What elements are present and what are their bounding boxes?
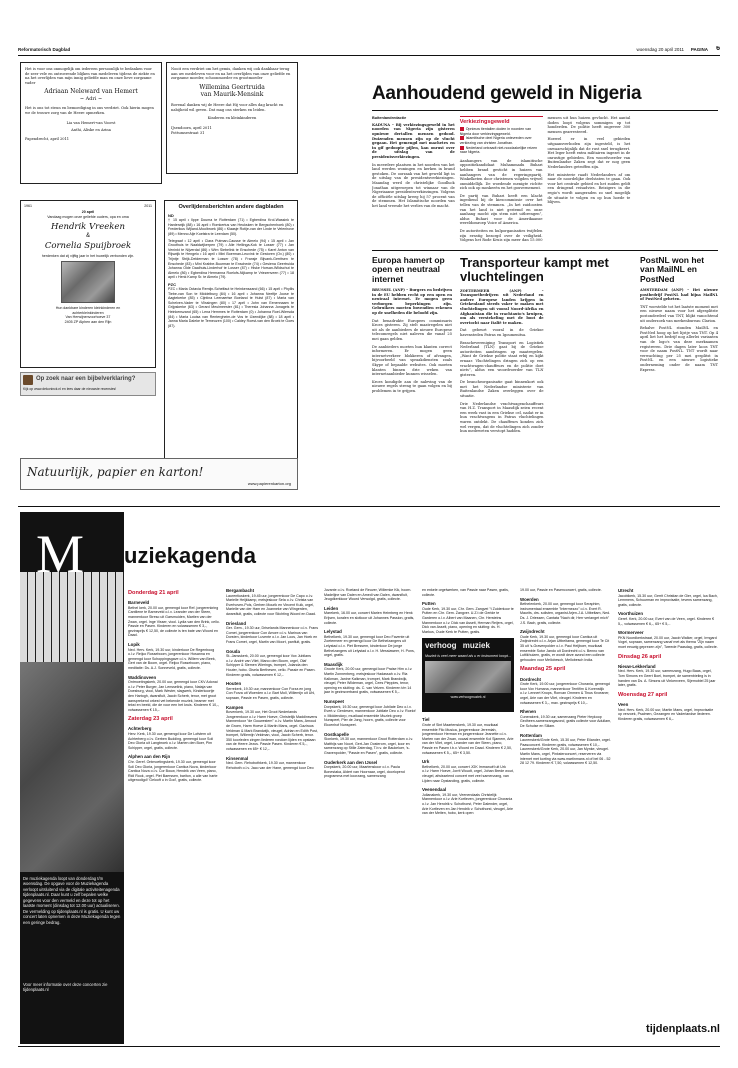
agenda-entry (128, 754, 220, 783)
memorial-notice-1 (20, 62, 162, 184)
europa-headline: Europa hamert op open en neutraal internet (372, 256, 445, 284)
memorial-2-body: Nooit een verdriet om het gemis, danken wij ook dankbaar terug aan uw medeleven voor en na het overlijden van onze geliefde en zorgzame moeder, schoonmoeder en grootmoeder (171, 67, 291, 81)
anniversary-name-1: Hendrik Vreeken (51, 222, 125, 233)
agenda-entry-place: Kinsenmal (226, 755, 249, 761)
agenda-entry-text: Ger. Gem., 19.30 uur, Driselands Mannenkoor o.l.v. Frans Comet, jongerenkoor Con Amore o.l.v. Marinus van Dorsten, kinderkoor Luvente o.l.v. Jan Loos, Jan Hoek en Frans Comet, orgel, Martin van Moort, panfluit, gratis. (226, 626, 318, 644)
agenda-entry (618, 611, 718, 626)
agenda-entry-text: Serrekerk, 19.30 uur, mannenkoor Con Forza en jong Con Forza uit Woerden o.l.v. Bart Moll, Willemijn uit Uhl, sopraan, Passie en Pasen, gratis, collecte. (226, 686, 316, 700)
agenda-entry (520, 597, 612, 626)
transport-paragraph: Drie Nederlandse vrachtwagenchauffeurs van H.Z. Transport in Maasdijk zeien recent een week vast in een Griekse cel, nadat er in hun vrachtwagens in Patras vluchtelingen waren ontdekt. De chauffeurs konden zich wel vergen, dat de vluchtelingen zich zonder hun medeweten verstopt hadden. (460, 401, 544, 434)
memorial-1-body: Het is voor ons onmogelijk om iedereen persoonlijk te bedanken voor de zeer vele en ontroerende blijken van medeleven tijdens de ziekte en na het overlijden van mijn innig geliefde man en onze lieve zorgzame vader (25, 67, 155, 85)
paper-name: Reformatorisch Dagblad (18, 47, 71, 52)
agenda-entry-text: Bethel kerk, 20.00 uur, gemengd koor Ref. jongerenkring Cantilene te Barneveld o.l.v. Leander van der Steen, mannenkoor Streso uit Garsmuiden, Martien van der Zwan, orgel. Inge Visser, viool. Lydia van den Brink, cello. Passie en Pasen. Kinderen en volwassenen € 3,-, gezinsprijs € 12,50, de collecte is ten bate van Woord en Daad. (128, 605, 220, 638)
anniversary-year-left: 1961 (24, 204, 32, 208)
nigeria-sidebar-item: Opnieuw tientallen doden in noorden van Nigeria door verkiezingsgeweld. (459, 127, 532, 136)
agenda-footer-site: tijdenplaats.nl (646, 1023, 720, 1035)
page-date: woensdag 20 april 2011 (636, 47, 684, 52)
bijbel-ad-title: Op zoek naar een bijbelverklaring? (36, 376, 136, 383)
agenda-entry-place: Achterberg (128, 726, 152, 732)
agenda-columns (128, 588, 718, 1028)
agenda-entry-place: Barneveld (128, 600, 150, 606)
agenda-entry-place: Putten (422, 601, 436, 607)
agenda-entry-place: Maasdijk (324, 661, 343, 667)
verhoog-ad-image (425, 661, 511, 693)
anniversary-text: herdenken dat zij vijftig jaar in het huwelijk verbonden zijn. (41, 253, 135, 258)
agenda-entry (226, 588, 318, 617)
nigeria-byline: Buitenlandredactie (372, 116, 407, 120)
agenda-entry-text: en enkele orgelwerken, van Passie naar Pasen, gratis, collecte. (422, 588, 509, 597)
nigeria-headline: Aanhoudend geweld in Nigeria (372, 83, 642, 104)
agenda-entry-place: Leiden (324, 605, 339, 611)
agenda-entry (128, 600, 220, 638)
postnl-paragraph: TNT worstelde tot het laatste moment met een nieuwe naam voor het afgesplitste postonderdeel van TNT, blijkt vanochtend uit onderzoek van merkenbureau Clarion. (640, 304, 718, 323)
agenda-entry (324, 760, 416, 779)
papier-ad-slogan: Natuurlijk, papier en karton! (27, 465, 204, 479)
agenda-entry-text: Bethelkerk, 19.30 uur, gemengd koor Deo Favente uit Zoetermeer en gemengd koor De Bethelzangers uit Lelystad o.l.v. Piet Bressem, kinderkoor De jonge Bethelzangers uit Lelystad o.l.v. H. Messiaweer, H. Pons, orgel, gratis. (324, 634, 415, 658)
transport-paragraph: De brancheorganisatie gaat binnenkort ook met het Nederlandse ministerie van Buitenlandse Zaken overleggen over de situatie. (460, 380, 544, 399)
nigeria-sidebar (460, 116, 543, 155)
agenda-title-rest: uziekagenda (124, 543, 257, 568)
nigeria-paragraph: De autoriteiten en hulporganisaties twijfelen zijn ernstig bezorgd over de veiligheid. Volgens het Rode Kruis zijn meer dan 15.000 mensen uit hun huizen gevlucht. Het aantal doden loopt volgens sommigen op tot honderden. De politie heeft ongeveer 300 mensen gearresteerd. (459, 116, 631, 243)
agenda-entry (520, 629, 612, 662)
nigeria-headline-rule (372, 110, 718, 111)
agenda-entry-text: Sionkerk, 19.30 uur, mannenkoor Groot Rotterdam o.l.v. Matthijs van Noort, Gert-Jan Oosterom, orgel, koor en samenzang op Stille Zaterdag, T.b.v. de Baukeluer, 's-Gravenpolder, "Passie en Pasen", gratis, collecte. (324, 737, 414, 755)
memorial-2-name: Willemina Geertruida (199, 83, 265, 91)
nigeria-sidebar-title: Verkiezingsgeweld (459, 119, 510, 125)
verhoog-ad-url: www.verhoogmuziek.nl (450, 695, 486, 700)
transport-paragraph: Branchevereniging Transport en Logistiek Nederland (TLN) gaat bij de Griekse autoriteiten aandringen op maatregelen. „Want de Griekse politie staat erbij en kijkt ernaar. Vluchtelingen dringen zich op een vrachtwagen-chauffeurs en de politie doet niets”, aldus een woordvoerder van TLN gisteren. (460, 340, 544, 377)
agenda-entry-place: Veen (618, 701, 629, 707)
agenda-entry-place: Houten (226, 681, 242, 687)
agenda-entry-text: Ned. Herv. Kerk, 19.30 uur, samenzang, Hugo Baas, orgel, Tom Simons en Geert Boel, trompet, de samenbieling is in handen van Ds. A. Simons uit Vinkenveen, Sijemobiel 25 jaar later, gratis. (618, 669, 716, 688)
agenda-left-panel (20, 512, 124, 1044)
bullet-icon (460, 146, 464, 150)
agenda-entry-place: Ouderkerk aan den IJssel (324, 759, 378, 765)
agenda-entry-text: Laurenskerk/Grote Kerk, 15.30 uur, Peter Eilander, orgel. Paasconcert. Kinderen gratis, volwassenen € 10,-. Laurenskerk/Grote Kerk, 20.00 uur, Jan Mynke, vleugel. Martin Mans, orgel, Pinksterconcert, reserveren via internet met korting via www.martinmans.nl of bel 06 - 52 28 12 79. Kinderen € 7,50, volwassenen € 12,50. (520, 738, 611, 766)
agenda-entry-text: Ned. Gem. Rehobothkerk, 19.30 uur, mannenkoor Rehoboth o.l.v. Jaco van der Hane, gemengd koor Deo (226, 761, 314, 770)
agenda-entry (422, 717, 514, 755)
agenda-entry (422, 588, 514, 597)
agenda-entry-place: Nunspeet (324, 698, 345, 704)
postnl-lede: AMSTERDAM (ANP) – Het nieuwe postbedrijf PostNL had bijna MailNL of PostNed geheten. (640, 288, 718, 302)
agenda-entry-place: Lelystad (324, 629, 342, 635)
agenda-entry-text: Ontmoetingskerk, 20.00 uur, gemengd koor CKV Adonai o.l.v. Peter Burger, Jan Lensselink, piano, Nataja van Doesburg, viool, Mark Wester, slagwerk, Kinderkoortje den Hartogh, dwarsfluit, Jacob Scherb, tenor, met groot aansprekend orkest vet bekende muziek, beamer met tekst en beeld, die de voor een het kruis. Kinderen € 10,-, volwassenen € 15,-. (128, 680, 220, 712)
agenda-entry-text: Oude Kerk, 19.30 uur, gemengd koor Cantica uit Zwijndrecht o.l.v. Arjan Uitbeltama, gemengd koor Te Cit 35 uit 's-Gravenpolder o.l.v. Paul Heijboer, muzikaal ensemble Sotor Jando uit Dordrecht o.l.v. Benno van Luttikhuizen, gratis, er wordt deze avond een collecte gehouden voor Mellobesch, Mellobesch India. (520, 634, 610, 662)
agenda-entry-place: Rotterdam (520, 732, 542, 738)
agenda-entry-place: Zwijndrecht (520, 629, 545, 635)
agenda-entry-place: Gouda (226, 648, 240, 654)
memorial-1-name: Adriaan Neleward van Hemert (44, 88, 138, 96)
anniversary-conjunction: & (85, 233, 90, 240)
agenda-entry (618, 588, 718, 607)
agenda-entry-place: Driesland (226, 620, 247, 626)
nigeria-paragraph: Aanhangers van de islamitische oppositiekandidaat Muhammadu Buhari hebben brand gesticht in huizen van aanhangers van de regeringspartij. Winkelketen door christenen volgden vrijwel onmiddellijk. De woedende menigte richtte zich ook op moskeeën en het gouvernement. (459, 158, 543, 191)
agenda-entry-text: Chr. Geref. Ontmoetingskerk, 19.30 uur, gemengd koor Soli Deo Gloria, jongerenkoor Cantica Nova, kinderkoor Cantica Nova o.l.v. Cor Bouw, Hendrik van Veen, piano, Ridi Rook, orgel. Piet Baerssen, bariton, u alle van harte uitgenodigd! 'Gelooft u in God', gratis, collecte. (128, 760, 218, 783)
anniversary-intro: Vandaag mogen onze geliefde ouders, opa en oma (47, 214, 129, 219)
agenda-title-initial: M (36, 524, 85, 582)
agenda-entry-text: Bethelenkerk, 20.00 uur, gemengd koor Seraphim, instrumentaal ensemble "Intermezzo" o.l.v. Evert R. Maurits, drs. solisten, organist Arjen-J.A. Uitbeltam, Ned. Ds. J. Driessen, Cantata "Nach dir, Herr verlanget mich" J.S. Bach, gratis, collecte. (520, 602, 611, 625)
page-number: 6 (716, 46, 720, 52)
agenda-entry (520, 733, 612, 766)
memorial-1-children: Anthi, Aliske en Arina (71, 128, 111, 133)
agenda-title (32, 520, 332, 582)
nigeria-body (372, 116, 718, 246)
agenda-entry-text: Bethelkerk, 20.00 uur, concert JGK Immanuël uit Urk o.l.v. Harm Hoeve, Jorrit Woudt, orgel, Johan Brede wout, vleugel, afwisselend concert met veel samenzang, van Lijden naar Opstanding, gratis, collecte. (422, 764, 514, 783)
postnl-paragraph: Behalve PostNL stonden MailNL en PostNed hoog op het lijstje van TNT. Op 4 april liet het bedrijf nog allerlei varianten van de logo's van deze merknamen registreren. Drie dagen later koos TNT voor de naam PostNL. TNT wordt naar verwachting per 25 mei gesplitst in PostNL en een nieuwe logistieke onderneming onder de naam TNT Express. (640, 326, 718, 372)
agenda-entry (324, 699, 416, 728)
agenda-entry-place: Nieuw-Lekkerland (618, 663, 656, 669)
verhoog-ad-brand: verhoog muziek (425, 641, 490, 651)
agenda-entry (324, 588, 416, 602)
bullet-icon (460, 127, 464, 131)
papier-ad-url: www.papierenkarton.org (247, 480, 291, 486)
agenda-entry-text: Dorpskerk, 19.30 uur, gemengd koor Jubilate Deo o.l.v. Evert-v. Gerdesen, mannenkoor Jubilate Deo o.l.v. Roelof v. Middendorp, muzikaal ensemble Muziek groep Nunspeet, Pier de Jong, hoorn, gratis, collecte voor Ekoenhof Nunspeet. (324, 704, 416, 727)
agenda-col-5 (520, 588, 612, 1028)
nigeria-sidebar-item: Nederland ontraadt niet-noodzakelijke reizen naar Nigeria. (459, 145, 538, 155)
memorial-2-address: Pottumsestraat 31 (171, 130, 205, 135)
agenda-entry-place: Voorthuizen (618, 611, 644, 617)
agenda-col-2 (226, 588, 318, 1028)
agenda-entry-place: Lopik (128, 641, 140, 647)
anniversary-date: 20 april (81, 210, 95, 214)
papier-ad (20, 458, 298, 490)
nigeria-bottom-rule (372, 250, 718, 251)
agenda-entry-text: PKN Noordkerkstraat, 20.00 uur, Jacob Walker, orgel, Irmgard Vogel, sopraan, samenzang vanaf met als thema "Zijn naam moet eeuwig geprezen zijn", Tweede Paasdag, gratis, collecte. (618, 635, 718, 650)
agenda-entry-text: Groote Kerk, 20.00 uur, gemengd koor Praise Him o.l.v. Martin Zonnenberg, meisjeskoor Hadassah o.l.v. Ria Kalkman, Janine Kalkman, trompet, Mark Brandwijk, vleugel, Peter Wildeman, orgel, Cees Pieppies, tenor, opening en sluiting: ds. C. van Velzen. Kinderen t/m 14 jaar in gezinsverband gratis, volwassenen € 5,-. (324, 667, 413, 695)
agenda-entry-place: Rhenen (520, 709, 537, 715)
memorial-1-body-2: Het is ons tot steun en bemoediging in ons verdriet. Ook hierin mogen we de trouwe zorg van de Heere opmerken. (25, 106, 154, 116)
agenda-entry (422, 787, 514, 816)
agenda-entry-text: Dorpskerk, 20.00 uur, Maartenskoor o.l.v. Paula Bonestaka, Aldert van Hoornaar, orgel, doorlopend programma met koorzang, samenzang (324, 765, 405, 779)
nigeria-lede: KADUNA – Bij verkiezingsgeweld in het noorden van Nigeria zijn gisteren opnieuw dertallen mensen gedood. Duizenden mensen zijn op de vlucht gegaan. Het gemengd met machetes en in gif gedoopte pijlen, kan onrust over de uitslag van de presidentsverkiezingen. (372, 122, 455, 160)
agenda-entry (128, 726, 220, 750)
nigeria-paragraph: Hoewel er in veel gebieden uitgaansverboden zijn ingesteld, is het onwaarschijnlijk dat de rust snel terugkeert. Het leger heeft extra militairen ingezet in de onrustige gebieden. Een woordvoerder van Buitenlandse Zaken zegt dat er nog geen Nederlanders getroffen zijn. (547, 137, 631, 169)
agenda-entry-text: 19.00 uur, Passie en Pasenconcert, gratis, collecte. (520, 588, 602, 592)
agenda-entry-place: Oostkapelle (324, 731, 349, 737)
agenda-entry-text: St.-Jansskerk, 20.00 uur, gemengd koor Vox Jubilans o.l.v. André van Vliet, Marco den Boom, orgel, Olaf Schipper & Siemen Wierings, trompet, Jolanda den Houter, hobo. Gisela Berthesen, cello. Passie en Pasen. Kinderen gratis, volwassenen € 12,-. (226, 654, 316, 677)
agenda-date-heading: Dinsdag 26 april (618, 653, 662, 660)
agenda-entry (128, 642, 220, 671)
agenda-date-heading: Maandag 25 april (520, 666, 566, 673)
anniversary-postcode: 2405 ZP Alphen aan den Rijn (64, 319, 112, 324)
memorial-1-place-date: Papendrecht, april 2011 (25, 136, 70, 141)
header-rule (18, 55, 720, 56)
europa-paragraph: Dat benadrukte Europees commissaris Kroes gisteren. Zij stelt maatregelen niet uit als de aanbieders de nieuwe Europese telecomregels niet naleven die vanaf 25 mei gaan gelden. (372, 318, 452, 341)
agenda-entry-text: Ned. Herv. Kerk, 20.00 uur, Martin Mans, orgel, improvisatie op verzoek, Psalmen, Gezangen en Vaderlandse liederen. Kinderen gratis, volwassenen € 6,-. (618, 707, 714, 721)
agenda-entry-text: Oude Kerk, 19.30 uur, Chr. Gem. Zangvei "t Zuiderkoor te Putten en Chr. Gem. Zangver. U.Z.t de Geride te Garderen o.l.v. Albert van Maanen, Chr. Hersteins Mannenkoor o.l.v. Dick van Asselt, Herman Reijers, orgel, Dick van Asselt, piano, opening en sluiting: ds. H. Markus, Oude Kerk te Putten, gratis. (422, 606, 514, 634)
agenda-entry-text: Laurentiuskerk, 19.45 uur, jongerenkoor De Capo o.l.v. Marielle Heijkkamp, meisjeskoor Sela o.l.v. Christa van Everhoven-Pols, Gerben Mourik en Vincent Kuik, orgel, Marielle van der Ham en Joanneke van Wingerden, dwarsfluit, gratis, collecte voor Stichting Woord en Daad. (226, 593, 317, 616)
anniversary-name-2: Cornelia Spuijbroek (44, 240, 132, 251)
anniversary-notice (20, 200, 156, 368)
agenda-date-heading: Donderdag 21 april (128, 590, 179, 596)
agenda-entry-text: Julianakerk, 19.30 uur, Veenendaals Christelijk Mannenkoor o.l.v. Arie Kortleven, jongerenkoor Chorania o.l.v. Jan Hendrik v. Schothorst, Peter Dalender, orgel, Arie Kortleven en Jan Hendrik v. Schothorst, vleugel, Arie van der Meiten, hobo, kerk open (422, 792, 514, 816)
agenda-entry-text: Jacobikerk, 15.30 uur, Gerrit Christian de Gier, orgel, Ica Bach, Lemmens, Schuurman en improvisatie, tevens samenzang, gratis, collecte. (618, 593, 718, 607)
agenda-col-1 (128, 588, 220, 1028)
agenda-entry-text: Juvante o.l.v. Roeland de Reuver, Willemke Kik, hoorn. Madelijne van Dalen en Amedi van Dalen, dwarsfluit, Jeugdkerkkoor Woord Verwolgd, gratis, collecte. (324, 588, 412, 602)
agenda-entry (226, 621, 318, 645)
agenda-entry (618, 702, 718, 721)
agenda-entry (226, 705, 318, 752)
anniversary-thanks: Hun dankbare kinderen kleinkinderen en achterkleinkinderen (55, 306, 121, 315)
agenda-date-heading: Woensdag 27 april (618, 691, 668, 698)
agenda-entry-text: Grote of Sint Maartenskerk, 19.30 uur, muzikaal ensemble Filo Musica, jongerenkoor Jeremiah, jongerenkoor Herman en jongerenkoor Jeanette o.l.v. Marten van der Zwan, vocaal ensemble Kol Sjamem, Arie van der Vliet, orgel, Leander van der Steen, piano, Passie en Pasen t.b.v. Woord en Daad. Kinderen € 2,50, volwassenen € 5,-, 65+ € 3,50. (422, 723, 514, 755)
agenda-col-6 (618, 588, 718, 1028)
agenda-entry-place: Dordrecht (520, 676, 541, 682)
agenda-entry-text: Cunerakerk, 19.30 uur, samenzang Pieter Heykoop Gedheen-samenzangavond, gratis collecte voor Adullam, De Schulse en Siliam. (520, 714, 612, 728)
transport-columns (460, 289, 632, 479)
agenda-entry-text: Grote Kerk, 19.00 uur, jongerenkoor Chorania, gemengd koor Vox Humana, mannenkoor Tentifim & Korenstijk o.l.v. Lennert Knops, Ronvan Ommen & Tinus Kroeaner, orgel, Arie van der Vliet, vleugel. Kinderen en volwassenen € 3,-, max. gezinsprijs € 10,-. (520, 682, 610, 705)
agenda-entry (128, 675, 220, 713)
agenda-entry (226, 756, 318, 771)
nigeria-columns (372, 116, 718, 246)
agenda-entry-place: Waddinxveen (128, 674, 157, 680)
europa-lede: BRUSSEL (ANP) – Burgers en bedrijven in de EU hebben recht op een open en neutraal internet. Er mogen geen verborgen beperkingen zijn. Gebruikers moeten bovendien rekenen op de snelheden die beloofd zijn. (372, 288, 452, 315)
postnl-article (640, 256, 718, 482)
agenda-entry-text: Geref. Kerk, 20.00 uur, Evert van de Veen, orgel. Kinderen € 5,-, volwassenen € 6,-, 65+ € 5,-. (618, 617, 715, 626)
agenda-entry-text: Bovenkerk, 19.30 uur, Het Groot Nederlands Jongerenkoor o.l.v. Harm Hoeve, Christelijk Maddinsvens Mannenkoor "de Gouwestem" o.l.v. Martin Mans, Arnoud de Groen, Harm Hoeve & Martin Mans, orgel. Gaziruus Veldman & Mark Brandwijk, vleugel, Adrian en Edith Post, trompet, Willemijn Veldman, viool, Jacob Scherb, tenor. 350 koorleden zingen liederen rondom lijden en opstaan van de Heere Jezus. Passie Pasen. Kinderen € 5,-, volwassenen en 65+ € 12,-. (226, 710, 318, 751)
bijbel-ad-subtitle: Kijk op www.dekoninck.nl en lees daar de nieuwste recensies! (23, 387, 117, 391)
agenda-entry (520, 677, 612, 706)
death-notices-item-3: PZC • Maria Octavia Remijn-Schelfaut te Heinkenszand (66) • 15 april • Phyllis Tiebe-van Son te Middelburg (84) • 16 april • Johanna Neeltje Joose te Aagtekerke (85) • Cijntina Leenaertse Boeland te Hulst (87) • Maria van Schelven-Vader te Vlissingen (80) • 17 april • John van Eenennaam te Grijpskerke (63) • Gerard Meulmeester (81) • Theresia Johanna Jonagels te Heinkenszand (65) • Lena Hemmes te Rotterdam (0) • Johanna Roel-Wiersda (84) • Maria Louisa van Rentergheim-de Vos te IJzendijke (88) • 18 april • Janna Maria Daleke te Terneuzen (100) • Caldey Roest-van den Broek te Goes (87). (168, 287, 294, 328)
agenda-entry (324, 662, 416, 695)
anniversary-photo (61, 261, 115, 303)
agenda-entry (618, 630, 718, 649)
verhoog-ad-tagline: Muziek is veel meer waard als u er instrument koopt... (425, 653, 511, 658)
page-header (18, 46, 720, 54)
europa-paragraph: Kroes kondigde aan de naleving van de nieuwe regels streng te gaan volgen en bij problemen in te grijpen. (372, 379, 452, 393)
verhoog-ad (422, 638, 514, 712)
agenda-entry (226, 649, 318, 678)
nigeria-sidebar-item: Islamitische deel Nigeria ontevreden over verkiezing van christen Jonathan. (459, 136, 532, 145)
agenda-entry-place: Urk (422, 759, 430, 765)
death-notices-item-1: † 15 april • Ilppe Douma te Rotterdam (71) • Egberdina Krol-Wassink te Harderwijk (88) • 16 april • Romkertus van Heuksken te Bergschenhoek (80) • Frederikus Wijland-Moolbroek (86) • Klaasje Rotije-van der Linde te Velenhove (89) • Menno Alje Koelstra te Leerdam (50). (168, 218, 294, 237)
book-icon (23, 375, 33, 385)
agenda-more-info: Voor meer informatie over deze concerten zie tijdenplaats.nl (23, 982, 108, 993)
agenda-col-4 (422, 588, 514, 1028)
agenda-entry (226, 681, 318, 700)
nigeria-paragraph: In meerdere plaatsen in het noorden van het land werden woningen en kerken in brand gestoken. De oorzaak van het geweld ligt in de uitslag van de presidentsverkiezingen. Maandag werd de christelijke Goodluck Jonathan uitgeroepen tot winnaar van de Nigeriaanse presidentsverkiezingen. Volgens de officiële uitslag kreeg hij 57 procent van de stemmen. Het Islamitische noorden van het land vreesde het verlies van de macht. (372, 162, 455, 208)
death-notices-nd-label: ND (168, 213, 174, 219)
europa-paragraph: De aanbieders moeten hun klanten correct informeren. Er mogen geen internetverkeer blokkeren of afvangen, bijvoorbeeld van spraakdiensten zoals Skype of bepaalde websites. Ook moeten klanten binnen drie weken van internetaanbieder kunnen wisselen. (372, 344, 452, 377)
agenda-entry (520, 709, 612, 728)
page-label: PAGINA (690, 47, 708, 52)
death-notices-title: Overlijdensberichten andere dagbladen (178, 204, 284, 210)
agenda-entry-place: Kampen (226, 704, 244, 710)
memorial-1-signature: Lia van Hemert-van Voorst (66, 120, 116, 125)
agenda-entry (618, 664, 718, 688)
agenda-entry (324, 732, 416, 756)
agenda-entry-text: Marekerk, 16.00 uur, concert Marien Heimberg en Henk Erijsen, koralen en slotkoor uit Johannes Passion, gratis, collecte. (324, 611, 415, 625)
agenda-photo (20, 572, 124, 662)
death-notices-pzc-label: PZC (168, 281, 176, 287)
agenda-entry-place: Veenendaal (422, 787, 447, 793)
agenda-entry (324, 629, 416, 658)
transport-lede: ZOETERMEER (ANP) – Transportbedrijven uit Nederland en andere Europese landen krijgen in Griekenland steeds vaker te maken met vluchtelingen uit vooral Noord-Afrika en Afghanistan die in vrachtauto's kruipen, om als verstekeling met de boot de overtocht naar Italië te maken. (460, 288, 544, 325)
agenda-entry (422, 601, 514, 634)
memorial-2-body-2: Bovenal danken wij de Heere dat Hij voor alles dag kracht en nabijheid wil geven. Dat mag ons sterken en leiden. (171, 103, 284, 112)
bullet-icon (460, 136, 464, 140)
agenda-top-rule (18, 506, 720, 507)
memorial-notice-2 (166, 62, 298, 174)
agenda-col-3 (324, 588, 416, 1028)
agenda-date-heading: Zaterdag 23 april (128, 716, 173, 723)
memorial-1-nickname: ~ Adri ~ (79, 96, 103, 103)
bijbel-ad (20, 372, 156, 396)
agenda-entry (324, 606, 416, 625)
agenda-entry (422, 759, 514, 783)
memorial-2-signature: Kinderen en kleinkinderen (207, 116, 257, 121)
agenda-entry-text: Herv. Kerk, 19.30 uur, gemengd koor De Lofstem uit Achterberg o.l.v. Gerben Budding, gemengd koor Soli Deo Gloria uit Langbroek o.l.v. Marten den Boer, Pim Schipper, orgel, gratis, collecte. (128, 732, 214, 750)
agenda-entry (520, 588, 612, 593)
agenda-intro: De muziekagenda loopt van donderdag t/m woensdag. De opgave voor de Muziekagenda verloopt uitsluitend via de digitale activiteitenagenda tijdenplaats.nl. Daar kunt u zelf bepalen welke gegevens voor den vermeld en deze tot op het laatste moment (dinsdag tot 12.00 uur) actualiseren. De vermelding op tijdenplaats.nl is gratis. U kunt uw concert laten opnemen in deze Muziekagenda tegen een geringe bedrag. (23, 876, 121, 925)
agenda-entry-place: Alphen aan den Rijn (128, 754, 171, 760)
agenda-entry-place: Wormerveer (618, 630, 644, 636)
nigeria-paragraph: De partij van Buhari heeft een klacht ingediend bij de kiescommissie over het tellen van de stemmen. „In het zuidoosten van het land is niet gestemd en onze aanhang mocht zijn stem niet uitbrengen”, aldus Buhari voor de Amerikaanse wereldomroep Voice of America. (459, 193, 543, 226)
memorial-2-name-2: van Maurik-Mensink (200, 91, 264, 99)
europa-article (372, 256, 452, 482)
agenda-entry-text: Ned. Herv. Kerk, 19.30 uur, kinderkoor De Regenboog o.l.v. Reijco Rosseboom, jongerenkoor Hosanna en gemengd koor Schoppingsgave o.l.v. Willem van Beek, Gert van de Boom, orgel. Reijco Rosseboom, piano, meditatie: Ds. A.J. Sonneveld, gratis, collecte. (128, 647, 216, 670)
postnl-headline: PostNL won het van MailNL en PostNed (640, 256, 705, 284)
anniversary-address: Van Herwijnenvoorhoeve 37 (65, 315, 111, 320)
anniversary-year-right: 2011 (144, 204, 152, 208)
death-notices (164, 200, 298, 468)
nigeria-paragraph: Het ministerie raadt Nederlanders af om naar de noordelijke deelstaten te gaan. Ook voor het centrale gebied en het zuiden geldt een dringend reisadvies. Reizigers in die regio's wordt aangeraden zo snel mogelijk de situatie te volgen en op hun hoede te blijven. (547, 172, 631, 205)
page-bottom-rule (18, 1046, 720, 1047)
agenda-entry-place: Bergambacht (226, 588, 255, 593)
agenda-entry-place: Woerden (520, 596, 539, 602)
agenda-entry-place: Tiel (422, 717, 430, 723)
death-notices-item-2: Telegraaf • 12 april • Clara Putman-Causse te Almelo (94) • 15 april • Jan Groothuis te Naaldwijkerpen (79) • Alie Hellinga-Kok te Losser (77) • Jan Veninkt te Nijverdal (86) • Wim Siebelink te Enschede (75) • Karel Anton van Rijswijk te Hengelo • 16 april • Mini Boerman-Leuvink te Gestoren (Ov.) (80) • Trijntje Strijk-Delderman te Losser (78) • Fransje Bijvank-Gerritsen te Enschede (83) • Mini Krabbe-Buurman te Enschede (74) • Gesiena Geertruida Johanna Olde Daalhuis-Linderhof te Losser (87) • Hiske Horsan-Wildschut te Almelo (86) • Egberdina Hermanna Roelofs-Nijkamp te Vriezenveen (77) • 18 april • Henk Kamp Sr. te Almelo (79). (168, 238, 294, 280)
memorial-2-place-date: IJsendoorn, april 2011 (171, 125, 212, 130)
agenda-entry-place: Utrecht (618, 588, 634, 593)
transport-article (460, 256, 632, 482)
transport-paragraph: Dat gebeurt vooral in de Griekse havensteden Patras en Igoumenitsa. (460, 328, 544, 337)
transport-headline: Transporteur kampt met vluchtelingen (460, 256, 609, 285)
agenda-photo-2 (20, 662, 124, 872)
